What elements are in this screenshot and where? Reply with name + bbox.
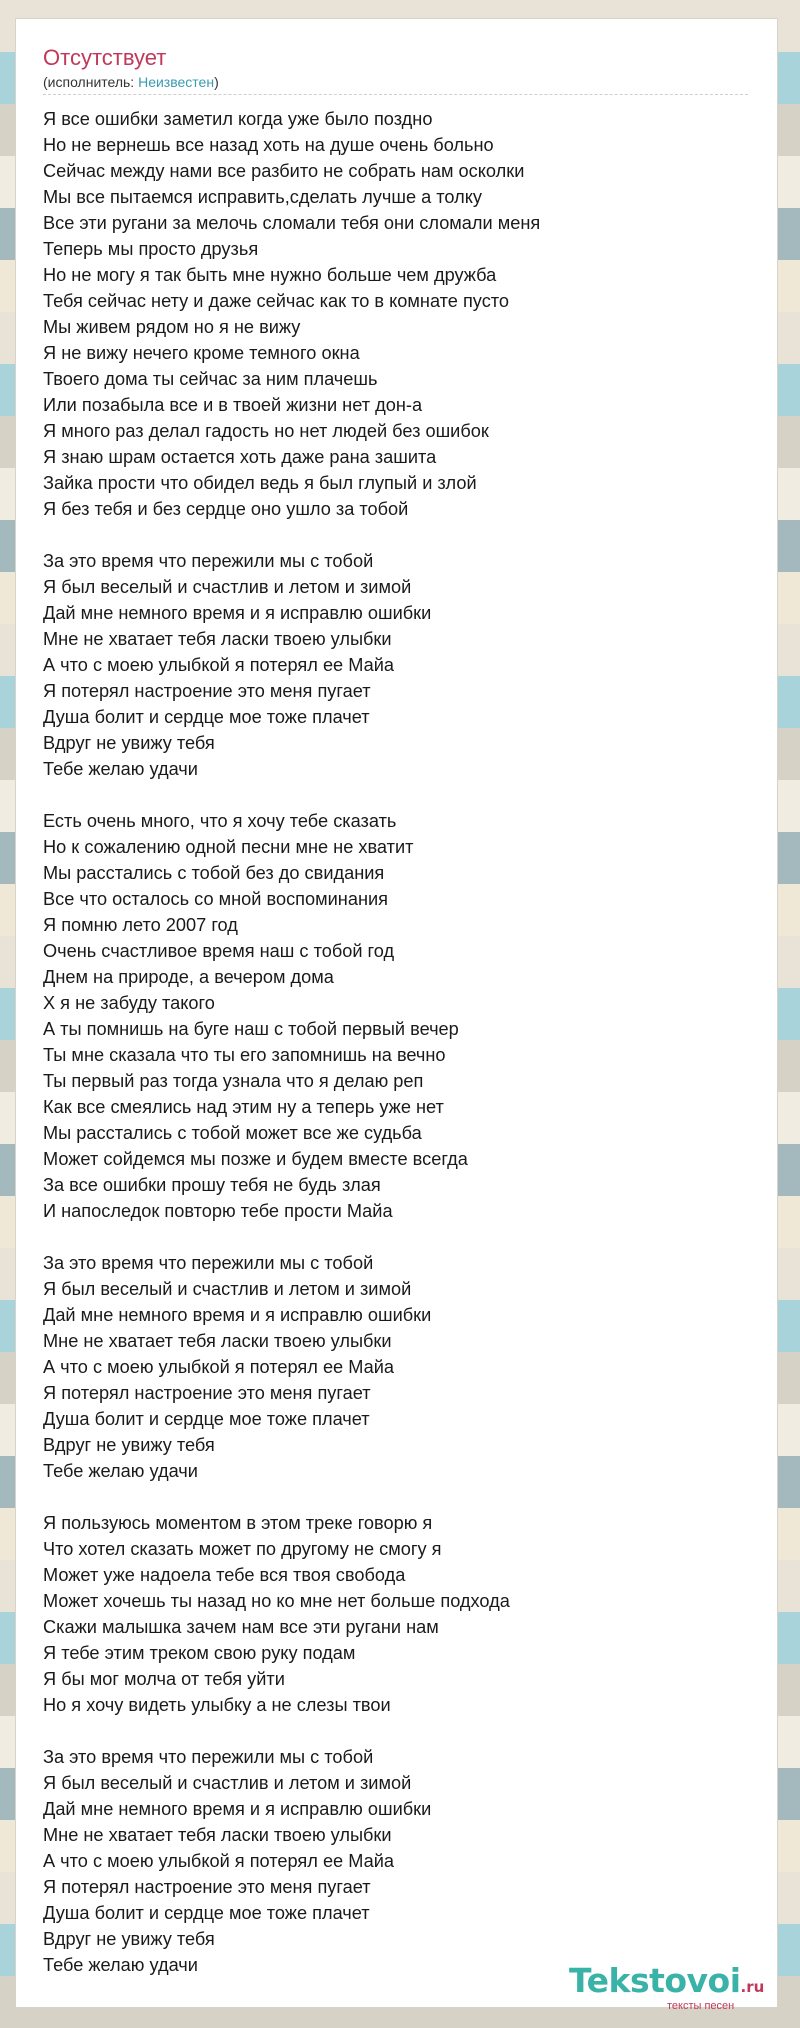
lyric-line: Дай мне немного время и я исправлю ошибки [43, 603, 432, 623]
lyric-line: Мы расстались с тобой может все же судьба [43, 1123, 422, 1143]
stanza-gap [43, 1224, 763, 1250]
lyric-line: Теперь мы просто друзья [43, 239, 259, 259]
lyric-line: Я потерял настроение это меня пугает [43, 681, 371, 701]
lyric-line: Но не могу я так быть мне нужно больше чем дружба [43, 265, 497, 285]
lyric-line: Как все смеялись над этим ну а теперь уже нет [43, 1097, 444, 1117]
stanza-gap [43, 782, 763, 808]
lyric-line: Душа болит и сердце мое тоже плачет [43, 1903, 370, 1923]
site-logo[interactable] [569, 1961, 769, 2021]
lyric-line: Я все ошибки заметил когда уже было поздно [43, 109, 433, 129]
lyric-line: Мы расстались с тобой без до свидания [43, 863, 385, 883]
lyric-line: А что с моею улыбкой я потерял ее Майа [43, 1851, 394, 1871]
stanza-gap [43, 522, 763, 548]
lyric-line: Может уже надоела тебе вся твоя свобода [43, 1565, 406, 1585]
lyric-line: Я пользуюсь моментом в этом треке говорю я [43, 1513, 433, 1533]
stanza-gap [43, 1484, 763, 1510]
lyric-line: Тебе желаю удачи [43, 759, 198, 779]
lyric-line: Скажи малышка зачем нам все эти ругани нам [43, 1617, 439, 1637]
lyric-line: Ты первый раз тогда узнала что я делаю реп [43, 1071, 424, 1091]
artist-link[interactable]: Неизвестен [138, 74, 215, 90]
lyric-line: Все эти ругани за мелочь сломали тебя они сломали меня [43, 213, 541, 233]
lyric-line: Я не вижу нечего кроме темного окна [43, 343, 360, 363]
lyric-line: Мне не хватает тебя ласки твоею улыбки [43, 1825, 392, 1845]
lyric-line: Вдруг не увижу тебя [43, 1435, 215, 1455]
lyric-line: А ты помнишь на буге наш с тобой первый вечер [43, 1019, 459, 1039]
lyric-line: Я помню лето 2007 год [43, 915, 238, 935]
lyric-line: Я много раз делал гадость но нет людей без ошибок [43, 421, 489, 441]
lyric-line: А что с моею улыбкой я потерял ее Майа [43, 1357, 394, 1377]
lyric-line: Но не вернешь все назад хоть на душе очень больно [43, 135, 494, 155]
lyric-line: Я потерял настроение это меня пугает [43, 1877, 371, 1897]
stanza-gap [43, 1718, 763, 1744]
lyric-line: Х я не забуду такого [43, 993, 215, 1013]
lyric-line: Я был веселый и счастлив и летом и зимой [43, 577, 412, 597]
lyric-line: Очень счастливое время наш с тобой год [43, 941, 395, 961]
lyrics-card [15, 18, 778, 2012]
logo-tagline: тексты песен [667, 2000, 735, 2012]
lyric-line: Что хотел сказать может по другому не смогу я [43, 1539, 442, 1559]
lyric-line: Дай мне немного время и я исправлю ошибки [43, 1305, 432, 1325]
lyric-line: Я был веселый и счастлив и летом и зимой [43, 1773, 412, 1793]
lyric-line: Днем на природе, а вечером дома [43, 967, 334, 987]
lyric-line: Мне не хватает тебя ласки твоею улыбки [43, 629, 392, 649]
lyric-line: Я тебе этим треком свою руку подам [43, 1643, 356, 1663]
artist-line [43, 74, 748, 95]
artist-suffix: ) [214, 74, 219, 90]
artist-prefix: (исполнитель: [43, 74, 139, 90]
song-title: Отсутствует [43, 45, 167, 70]
lyric-line: Тебе желаю удачи [43, 1955, 198, 1975]
lyric-line: Я без тебя и без сердце оно ушло за тобой [43, 499, 409, 519]
lyric-line: Может сойдемся мы позже и будем вместе всегда [43, 1149, 468, 1169]
lyric-line: Мы все пытаемся исправить,сделать лучше а толку [43, 187, 483, 207]
lyric-line: Душа болит и сердце мое тоже плачет [43, 707, 370, 727]
lyric-line: За это время что пережили мы с тобой [43, 551, 374, 571]
lyric-line: Я был веселый и счастлив и летом и зимой [43, 1279, 412, 1299]
lyric-line: Я потерял настроение это меня пугает [43, 1383, 371, 1403]
lyric-line: Сейчас между нами все разбито не собрать нам осколки [43, 161, 525, 181]
logo-wordmark [569, 1961, 769, 2000]
lyric-line: Ты мне сказала что ты его запомнишь на вечно [43, 1045, 446, 1065]
lyrics-body [43, 106, 763, 1978]
lyric-line: Мне не хватает тебя ласки твоею улыбки [43, 1331, 392, 1351]
lyric-line: За это время что пережили мы с тобой [43, 1253, 374, 1273]
lyric-line: Дай мне немного время и я исправлю ошибки [43, 1799, 432, 1819]
logo-tld: .ru [740, 1978, 765, 1996]
lyric-line: Я знаю шрам остается хоть даже рана зашита [43, 447, 437, 467]
lyric-line: Твоего дома ты сейчас за ним плачешь [43, 369, 378, 389]
lyric-line: Мы живем рядом но я не вижу [43, 317, 301, 337]
lyric-line: Но я хочу видеть улыбку а не слезы твои [43, 1695, 391, 1715]
lyric-line: Тебя сейчас нету и даже сейчас как то в комнате пусто [43, 291, 510, 311]
lyric-line: За это время что пережили мы с тобой [43, 1747, 374, 1767]
lyric-line: Я бы мог молча от тебя уйти [43, 1669, 285, 1689]
lyric-line: Все что осталось со мной воспоминания [43, 889, 389, 909]
lyric-line: Но к сожалению одной песни мне не хватит [43, 837, 414, 857]
logo-name: Tekstovoi [569, 1961, 741, 2000]
lyric-line: Зайка прости что обидел ведь я был глупый и злой [43, 473, 477, 493]
lyric-line: Или позабыла все и в твоей жизни нет дон-а [43, 395, 423, 415]
lyric-line: Есть очень много, что я хочу тебе сказать [43, 811, 397, 831]
lyric-line: И напоследок повторю тебе прости Майа [43, 1201, 393, 1221]
lyric-line: Душа болит и сердце мое тоже плачет [43, 1409, 370, 1429]
lyric-line: Вдруг не увижу тебя [43, 1929, 215, 1949]
lyric-line: Вдруг не увижу тебя [43, 733, 215, 753]
lyric-line: А что с моею улыбкой я потерял ее Майа [43, 655, 394, 675]
lyric-line: Может хочешь ты назад но ко мне нет больше подхода [43, 1591, 510, 1611]
lyric-line: Тебе желаю удачи [43, 1461, 198, 1481]
lyric-line: За все ошибки прошу тебя не будь злая [43, 1175, 381, 1195]
